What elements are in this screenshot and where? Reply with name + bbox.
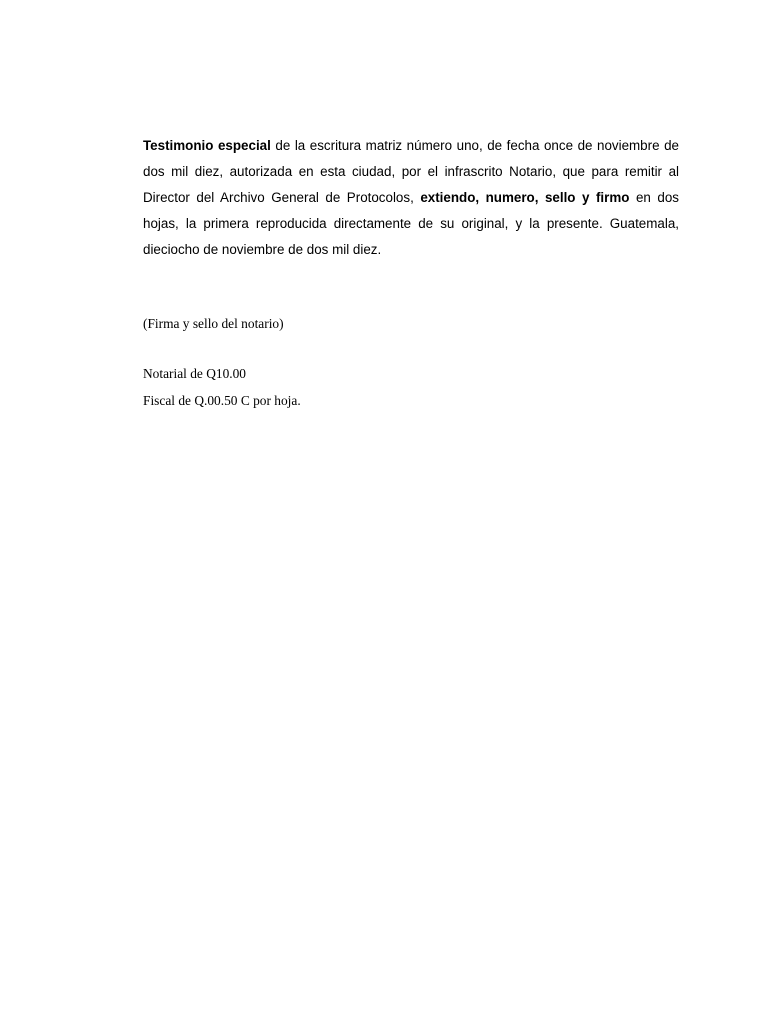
fiscal-fee-line: Fiscal de Q.00.50 C por hoja.: [143, 393, 301, 408]
testimony-bold-action: extiendo, numero, sello y firmo: [420, 190, 630, 205]
testimony-text-part-2: en dos hojas, la primera reproducida directamente de su original, y la presente. Guatemala, dieciocho de noviembre de dos mil diez.: [143, 190, 679, 257]
testimony-paragraph: [143, 133, 679, 263]
notarial-fee-line: Notarial de Q10.00: [143, 366, 247, 381]
signature-note: (Firma y sello del notario): [143, 316, 284, 331]
testimony-bold-intro: Testimonio especial: [143, 138, 271, 153]
testimony-text-part-1: de la escritura matriz número uno, de fecha once de noviembre de dos mil diez, autorizada en esta ciudad, por el infrascrito Notario, que para remitir al Director del Archivo General de Protocolos,: [143, 138, 679, 205]
